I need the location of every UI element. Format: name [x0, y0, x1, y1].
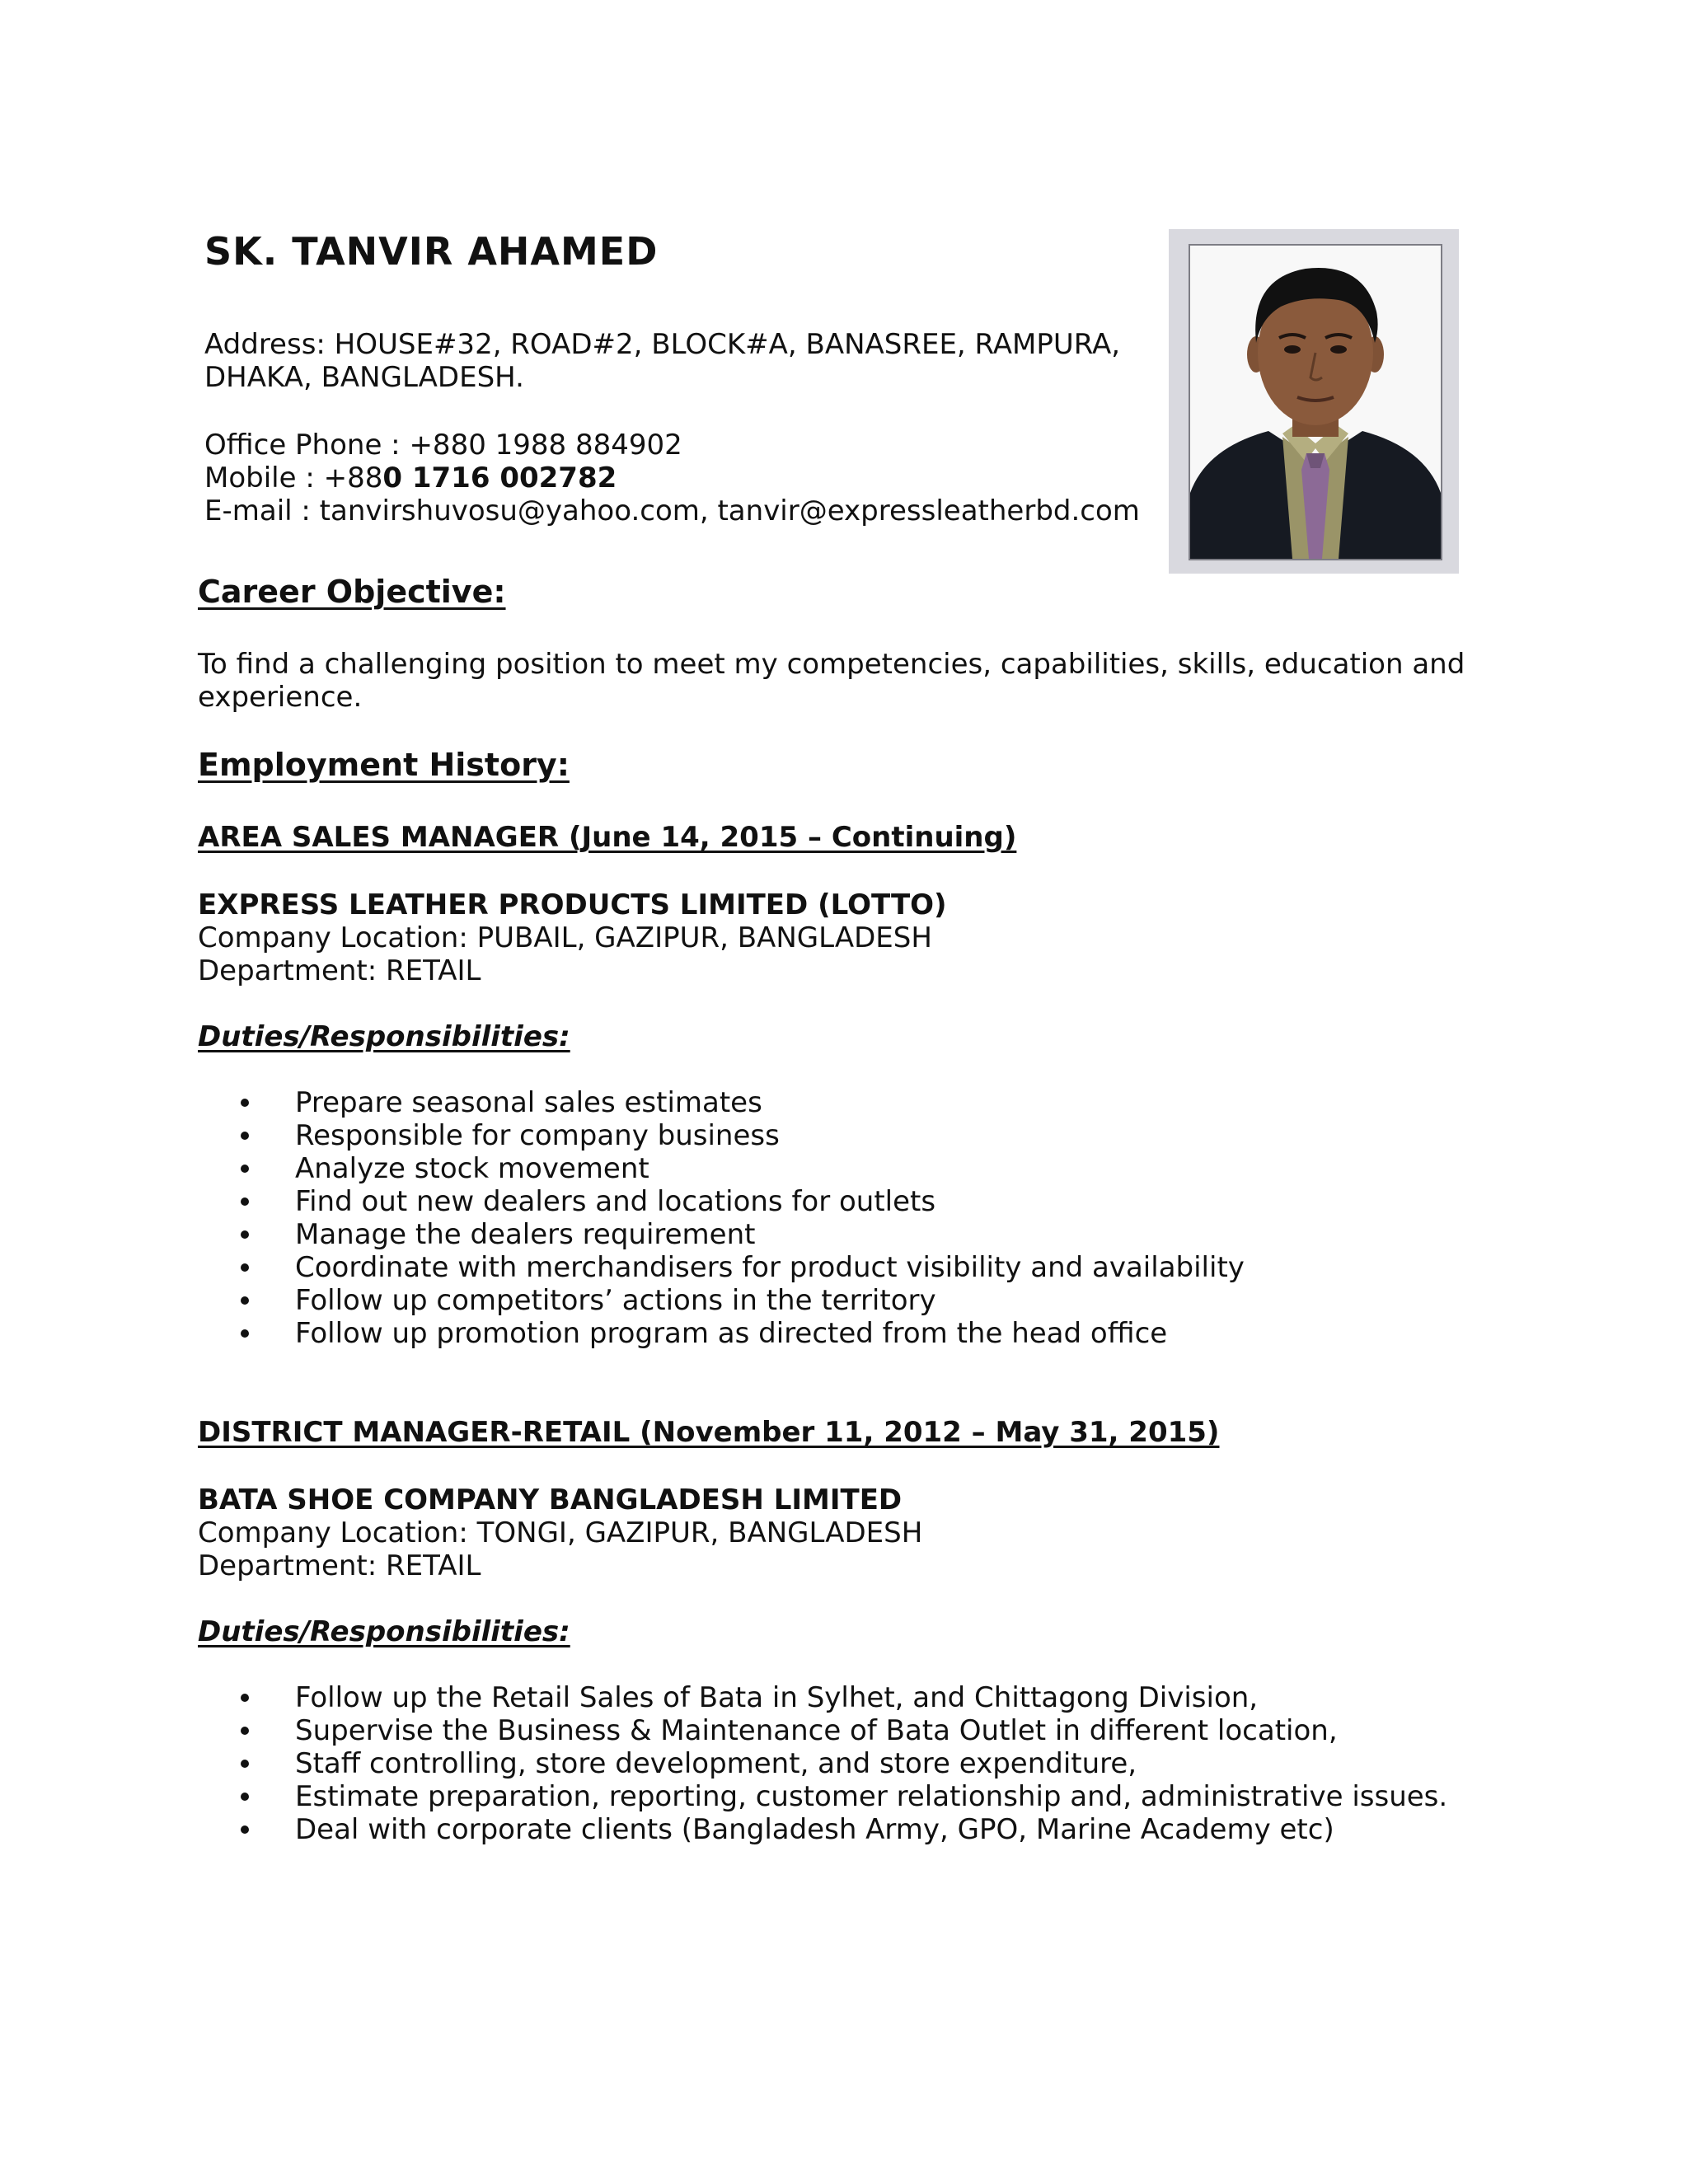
- company-location-2: Company Location: TONGI, GAZIPUR, BANGLADESH: [198, 1516, 923, 1549]
- bullet-icon: [241, 1760, 249, 1768]
- duties-heading-1: Duties/Responsibilities:: [198, 1020, 570, 1053]
- list-item: Manage the dealers requirement: [198, 1218, 1245, 1251]
- list-item: Prepare seasonal sales estimates: [198, 1086, 1245, 1119]
- bullet-icon: [241, 1165, 249, 1173]
- duties-list-2: [198, 1681, 1447, 1846]
- job-title-1: AREA SALES MANAGER (June 14, 2015 – Continuing): [198, 821, 1017, 854]
- career-objective-line-1: To find a challenging position to meet my competencies, capabilities, skills, education and: [198, 648, 1465, 681]
- list-item: Deal with corporate clients (Bangladesh Army, GPO, Marine Academy etc): [198, 1813, 1447, 1846]
- company-location-1: Company Location: PUBAIL, GAZIPUR, BANGLADESH: [198, 921, 932, 954]
- list-item: Coordinate with merchandisers for product visibility and availability: [198, 1251, 1245, 1284]
- list-item: Staff controlling, store development, and store expenditure,: [198, 1747, 1447, 1780]
- list-item: Follow up competitors’ actions in the territory: [198, 1284, 1245, 1317]
- employment-history-heading: Employment History:: [198, 747, 570, 783]
- bullet-icon: [241, 1197, 249, 1206]
- candidate-name: SK. TANVIR AHAMED: [204, 229, 659, 274]
- office-phone: Office Phone : +880 1988 884902: [204, 429, 682, 462]
- company-name-2: BATA SHOE COMPANY BANGLADESH LIMITED: [198, 1483, 903, 1516]
- department-2: Department: RETAIL: [198, 1549, 481, 1582]
- list-item: Responsible for company business: [198, 1119, 1245, 1152]
- duties-list-1: [198, 1086, 1245, 1350]
- bullet-icon: [241, 1263, 249, 1272]
- mobile-number: 0 1716 002782: [382, 462, 617, 494]
- company-name-1: EXPRESS LEATHER PRODUCTS LIMITED (LOTTO): [198, 888, 947, 921]
- bullet-icon: [241, 1694, 249, 1702]
- bullet-icon: [241, 1230, 249, 1239]
- list-item: Find out new dealers and locations for outlets: [198, 1185, 1245, 1218]
- email-line: E-mail : tanvirshuvosu@yahoo.com, tanvir@expressleatherbd.com: [204, 494, 1140, 527]
- bullet-icon: [241, 1727, 249, 1735]
- career-objective-heading: Career Objective:: [198, 574, 506, 610]
- list-item: Follow up promotion program as directed from the head office: [198, 1317, 1245, 1350]
- department-1: Department: RETAIL: [198, 954, 481, 987]
- address-line-2: DHAKA, BANGLADESH.: [204, 361, 524, 394]
- bullet-icon: [241, 1099, 249, 1107]
- bullet-icon: [241, 1132, 249, 1140]
- duties-heading-2: Duties/Responsibilities:: [198, 1615, 570, 1648]
- bullet-icon: [241, 1296, 249, 1305]
- list-item: Follow up the Retail Sales of Bata in Sylhet, and Chittagong Division,: [198, 1681, 1447, 1714]
- address-line-1: Address: HOUSE#32, ROAD#2, BLOCK#A, BANASREE, RAMPURA,: [204, 328, 1121, 361]
- list-item: Estimate preparation, reporting, customer relationship and, administrative issues.: [198, 1780, 1447, 1813]
- job-title-2: DISTRICT MANAGER-RETAIL (November 11, 2012 – May 31, 2015): [198, 1416, 1220, 1449]
- bullet-icon: [241, 1329, 249, 1338]
- bullet-icon: [241, 1825, 249, 1834]
- list-item: Supervise the Business & Maintenance of Bata Outlet in different location,: [198, 1714, 1447, 1747]
- bullet-icon: [241, 1793, 249, 1801]
- mobile-phone: [204, 462, 617, 494]
- list-item: Analyze stock movement: [198, 1152, 1245, 1185]
- portrait-photo-icon: [1189, 244, 1442, 560]
- career-objective-line-2: experience.: [198, 681, 363, 714]
- mobile-prefix: Mobile : +88: [204, 462, 383, 494]
